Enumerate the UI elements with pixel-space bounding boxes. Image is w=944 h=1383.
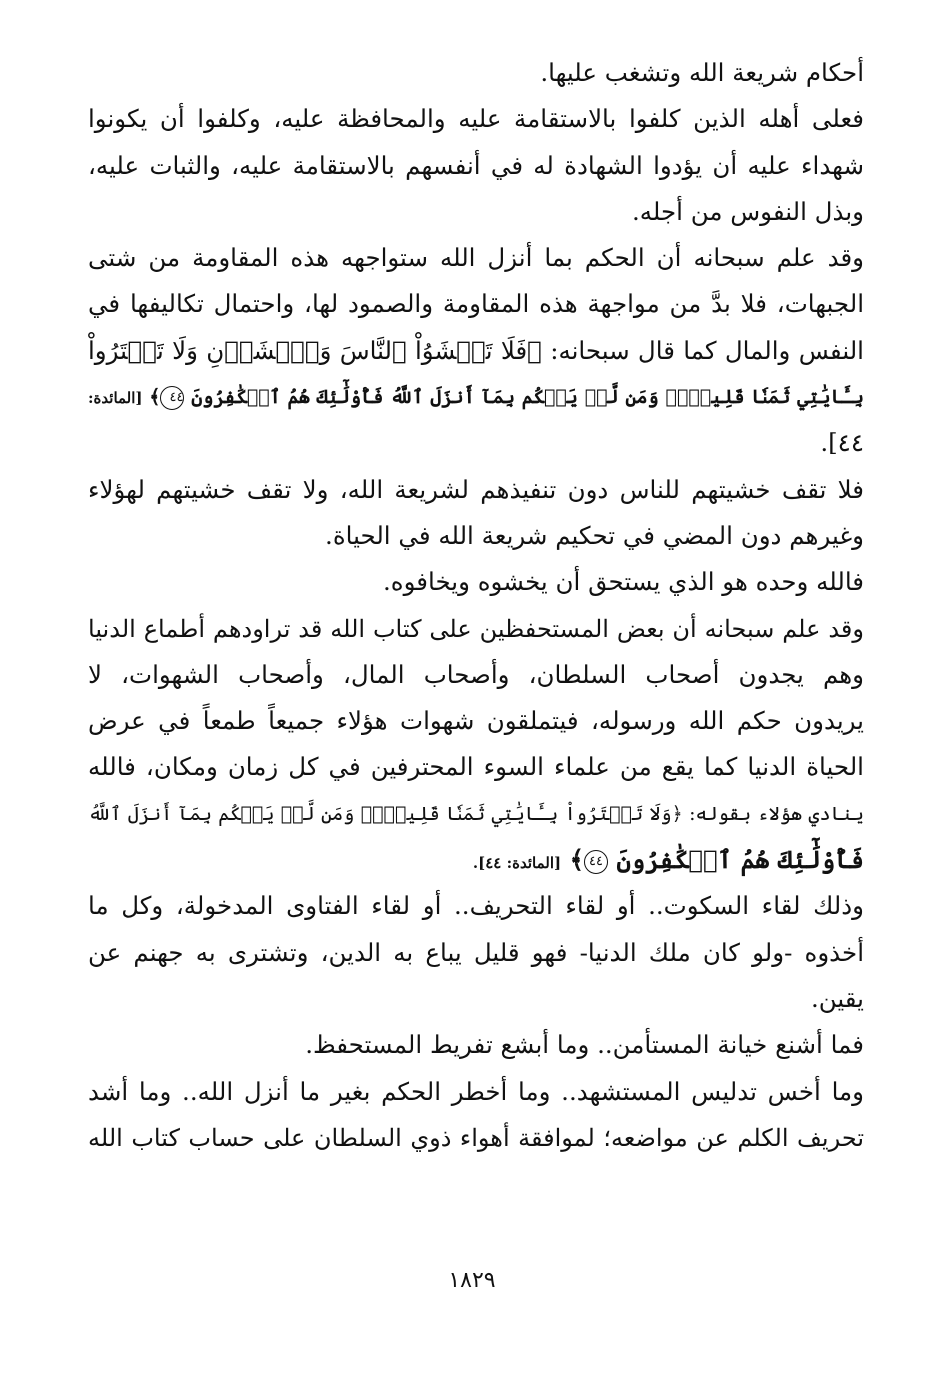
text-line: فالله وحده هو الذي يستحق أن يخشوه ويخافوه. [383, 567, 864, 597]
verse-reference: [المائدة: [88, 389, 143, 408]
text-line: ٤٤]. [820, 428, 864, 458]
text-line: وذلك لقاء السكوت.. أو لقاء التحريف.. أو لقاء الفتاوى المدخولة، وكل ما [88, 891, 864, 921]
ayah-number-marker: ٤٤ [160, 386, 184, 410]
text-line: النفس والمال كما قال سبحانه: ﴿فَلَا تَخۡشَوُاْ ٱلنَّاسَ وَٱخۡشَوۡنِ وَلَا تَشۡتَرُواْ [88, 335, 864, 365]
text-line: أحكام شريعة الله وتشغب عليها. [540, 58, 864, 87]
text-line: أخذوه -ولو كان ملك الدنيا- فهو قليل يباع به الدين، وتشترى به جهنم عن [88, 937, 864, 967]
text-line: وهم يجدون أصحاب السلطان، وأصحاب المال، وأصحاب الشهوات، لا [88, 659, 864, 689]
ayah-close-bracket: ﴾ [149, 386, 161, 409]
quran-verse-line [88, 837, 864, 883]
page-number: ١٨٢٩ [448, 1268, 496, 1293]
text-line: وقد علم سبحانه أن بعض المستحفظين على كتاب الله قد تراودهم أطماع الدنيا [88, 614, 864, 643]
text-line: الحياة الدنيا كما يقع من علماء السوء المحترفين في كل زمان ومكان، فالله [88, 752, 864, 782]
verse-reference: [المائدة: ٤٤]. [472, 854, 562, 873]
text-line: يريدون حكم الله ورسوله، فيتملقون شهوات هؤلاء جميعاً طمعاً في عرض [88, 706, 864, 736]
text-line: فعلى أهله الذين كلفوا بالاستقامة عليه والمحافظة عليه، وكلفوا أن يكونوا [88, 104, 864, 134]
quran-verse: فَأُوْلَٰٓئِكَ هُمُ ٱلۡكَٰفِرُونَ [616, 845, 864, 875]
text-line: يقين. [810, 983, 864, 1013]
page-body [88, 50, 864, 1161]
text-line: وبذل النفوس من أجله. [631, 196, 864, 226]
text-line: وغيرهم دون المضي في تحكيم شريعة الله في الحياة. [325, 520, 864, 550]
text-line: وقد علم سبحانه أن الحكم بما أنزل الله ستواجهه هذه المقاومة من شتى [88, 243, 864, 273]
text-line: تحريف الكلم عن مواضعه؛ لموافقة أهواء ذوي السلطان على حساب كتاب الله [88, 1123, 864, 1152]
text-line: شهداء عليه أن يؤدوا الشهادة له في أنفسهم بالاستقامة عليه، والثبات عليه، [88, 150, 864, 180]
text-line: فما أشنع خيانة المستأمن.. وما أبشع تفريط المستحفظ. [305, 1030, 864, 1060]
quran-verse: بِـَٔايَٰتِي ثَمَنٗا قَلِيلٗاۚ وَمَن لَّمۡ يَحۡكُم بِمَآ أَنزَلَ ٱللَّهُ فَأُوْلَٰٓئِكَ هُمُ ٱلۡكَٰفِرُونَ [191, 386, 864, 409]
text-line: الجبهات، فلا بدَّ من مواجهة هذه المقاومة والصمود لها، واحتمال تكاليفها في [88, 289, 864, 319]
quran-verse-line [88, 374, 864, 420]
text-line: فلا تقف خشيتهم للناس دون تنفيذهم لشريعة الله، ولا تقف خشيتهم لهؤلاء [88, 474, 864, 504]
text-line: وما أخس تدليس المستشهد.. وما أخطر الحكم بغير ما أنزل الله.. وما أشد [88, 1076, 864, 1106]
ayah-close-bracket: ﴾ [569, 845, 585, 875]
text-line: ينادي هؤلاء بقوله: ﴿وَلَا تَشۡتَرُواْ بِـَٔايَٰتِي ثَمَنٗا قَلِيلٗاۚ وَمَن لَّمۡ يَحۡكُم بِمَآ أَنزَلَ ٱللَّهُ [88, 802, 864, 825]
ayah-number-marker: ٤٤ [584, 850, 608, 874]
